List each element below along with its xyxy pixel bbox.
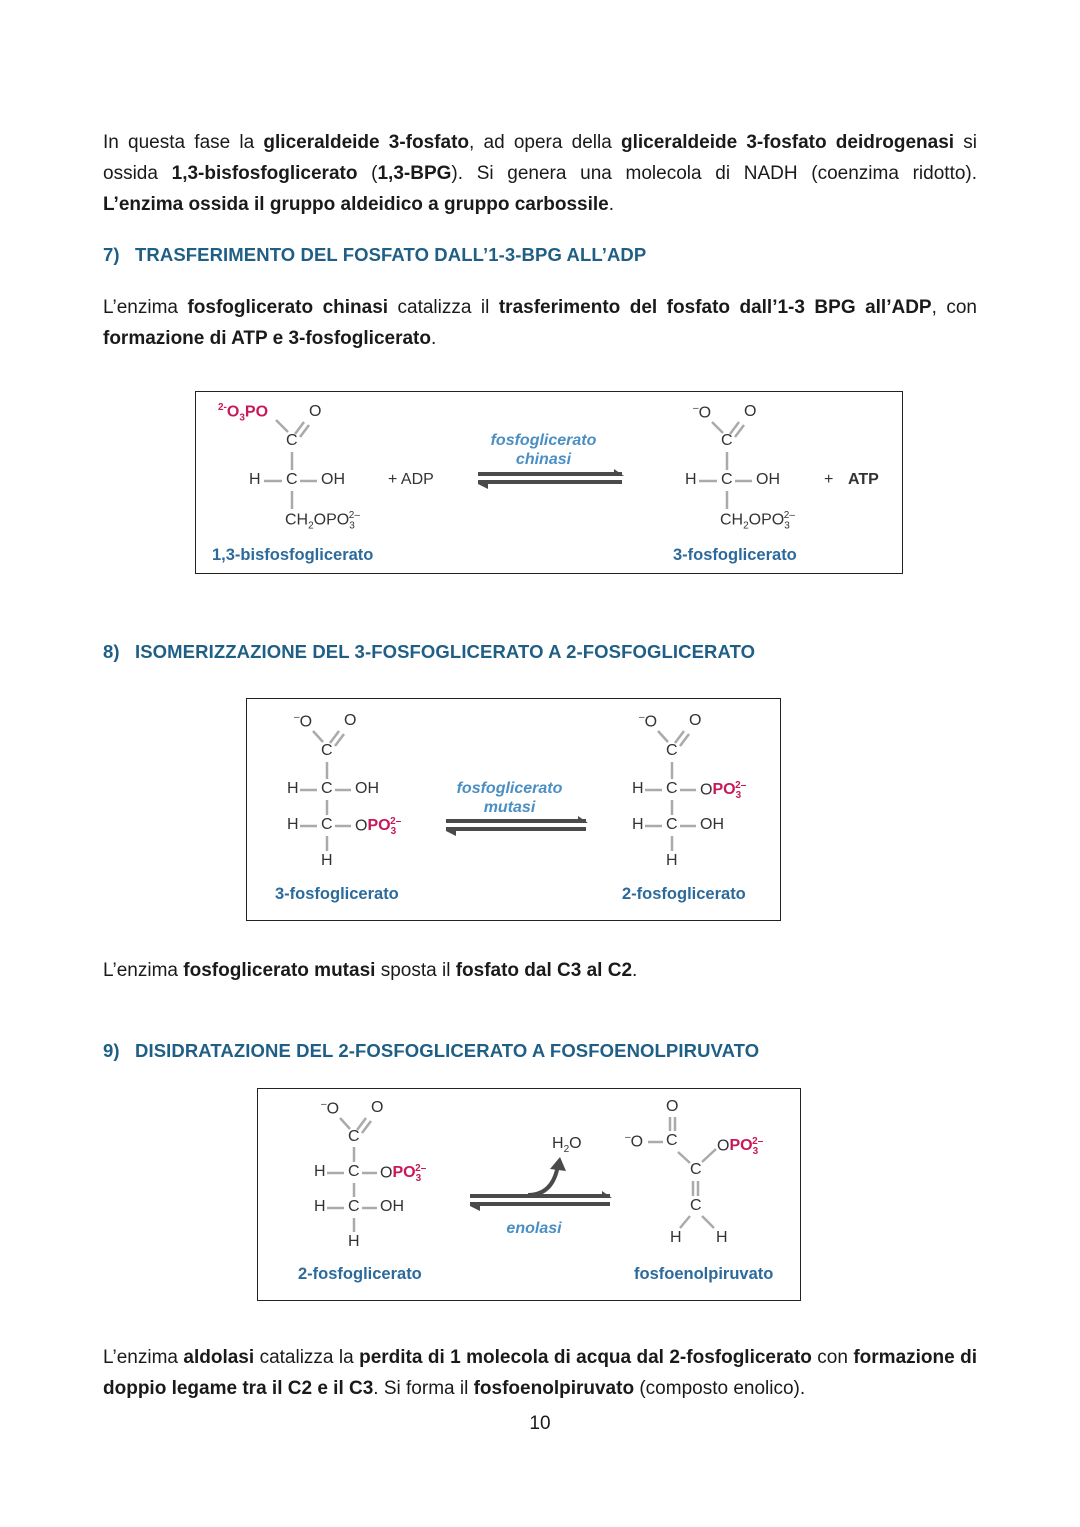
text: sposta il	[375, 960, 456, 981]
section-9-paragraph	[103, 1342, 977, 1404]
co-product: ATP	[848, 471, 879, 488]
text: .	[430, 328, 437, 349]
bond-lines	[247, 699, 427, 899]
enzyme-line-1: fosfoglicerato	[490, 432, 597, 449]
bold-text: gliceraldeide 3-fosfato deidrogenasi	[621, 132, 955, 153]
section-number: 7)	[103, 244, 120, 265]
bold-text: gliceraldeide 3-fosfato	[263, 132, 470, 153]
section-9-heading	[103, 1040, 759, 1062]
enzyme-line-1: fosfoglicerato	[456, 780, 563, 797]
bold-text: 1,3-BPG	[377, 163, 452, 184]
reaction-figure-8	[246, 698, 781, 921]
enzyme-line-2: mutasi	[483, 799, 536, 816]
bold-text: formazione di ATP e 3-fosfoglicerato	[103, 328, 431, 349]
section-title: TRASFERIMENTO DEL FOSFATO DALL’1-3-BPG ALL’ADP	[135, 244, 647, 265]
product-structure: –O O C H C OH $CH_2OPO_3^{2-}$	[676, 392, 826, 572]
text: L’enzima	[103, 960, 184, 981]
text: . Si forma il	[373, 1378, 474, 1399]
text: ). Si genera una molecola di NADH (coenzima ridotto).	[451, 163, 978, 184]
text: .	[608, 194, 614, 215]
product-name: 3-fosfoglicerato	[673, 546, 797, 564]
bold-text: perdita di 1 molecola di acqua dal 2-fosfoglicerato	[359, 1347, 812, 1368]
product-name: fosfoenolpiruvato	[634, 1265, 774, 1283]
bold-text: fosfoenolpiruvato	[473, 1378, 635, 1399]
enzyme-label	[447, 779, 572, 817]
equilibrium-arrow-icon	[468, 1157, 618, 1217]
equilibrium-arrow-icon	[476, 469, 636, 499]
product-name: 2-fosfoglicerato	[622, 885, 746, 903]
text: , ad opera della	[469, 132, 621, 153]
text: (composto enolico).	[634, 1378, 806, 1399]
bold-text: L’enzima ossida il gruppo aldeidico a gruppo carbossile	[103, 194, 609, 215]
enzyme-line-2: chinasi	[515, 451, 572, 468]
reactant-name: 3-fosfoglicerato	[275, 885, 399, 903]
bold-text: fosfato dal C3 al C2	[455, 960, 633, 981]
bond-lines	[258, 1089, 438, 1279]
bond-lines	[618, 1089, 798, 1279]
text: L’enzima	[103, 1347, 184, 1368]
reactant-structure: –O O C H C $OPO_3^{2-}$ H C OH H	[258, 1089, 438, 1279]
bold-text: aldolasi	[183, 1347, 255, 1368]
text: catalizza la	[254, 1347, 360, 1368]
section-8-paragraph	[103, 955, 977, 986]
product-structure: O –O C $OPO_3^{2-}$ C C H H	[618, 1089, 798, 1279]
reaction-figure-9	[257, 1088, 801, 1301]
bold-text: fosfoglicerato chinasi	[187, 297, 389, 318]
section-number: 8)	[103, 641, 120, 662]
intro-paragraph	[103, 127, 977, 220]
text: In questa fase la	[103, 132, 264, 153]
section-8-heading	[103, 641, 755, 663]
section-title: ISOMERIZZAZIONE DEL 3-FOSFOGLICERATO A 2-FOSFOGLICERATO	[135, 641, 756, 662]
text: si ossida	[103, 132, 977, 184]
enzyme-label	[481, 431, 606, 469]
text: (	[357, 163, 378, 184]
bond-lines	[592, 699, 772, 899]
product-structure: –O O C H C $OPO_3^{2-}$ H C OH H	[592, 699, 772, 899]
bold-text: formazione di doppio legame tra il C2 e il C3	[103, 1347, 977, 1399]
reactant-name: 2-fosfoglicerato	[298, 1265, 422, 1283]
co-reactant: + ADP	[388, 471, 434, 488]
bold-text: fosfoglicerato mutasi	[183, 960, 376, 981]
reactant-name: 1,3-bisfosfoglicerato	[212, 546, 374, 564]
text: con	[811, 1347, 854, 1368]
section-title: DISIDRATAZIONE DEL 2-FOSFOGLICERATO A FOSFOENOLPIRUVATO	[135, 1040, 760, 1061]
section-7-heading	[103, 244, 646, 266]
text: catalizza il	[388, 297, 499, 318]
bold-text: trasferimento del fosfato dall’1-3 BPG all’ADP	[498, 297, 932, 318]
reaction-figure-7	[195, 391, 903, 574]
co-product-plus: +	[824, 471, 834, 488]
section-7-paragraph	[103, 292, 977, 354]
enzyme-label: enolasi	[506, 1220, 562, 1237]
page-number: 10	[529, 1413, 551, 1434]
text: .	[632, 960, 638, 981]
phosphate-group: $^{2-}O_3PO$	[218, 402, 269, 424]
text: , con	[931, 297, 977, 318]
section-number: 9)	[103, 1040, 120, 1061]
released-water: $H_2O$	[552, 1135, 582, 1156]
text: L’enzima	[103, 297, 188, 318]
equilibrium-arrow-icon	[444, 816, 594, 846]
reactant-structure: –O O C H C OH H C $OPO_3^{2-}$ H	[247, 699, 427, 899]
reactant-structure: $^{2-}O_3PO$ O C H C OH $CH_2OPO_3^{2-}$	[196, 392, 446, 572]
bond-lines	[676, 392, 826, 572]
bold-text: 1,3-bisfosfoglicerato	[171, 163, 358, 184]
